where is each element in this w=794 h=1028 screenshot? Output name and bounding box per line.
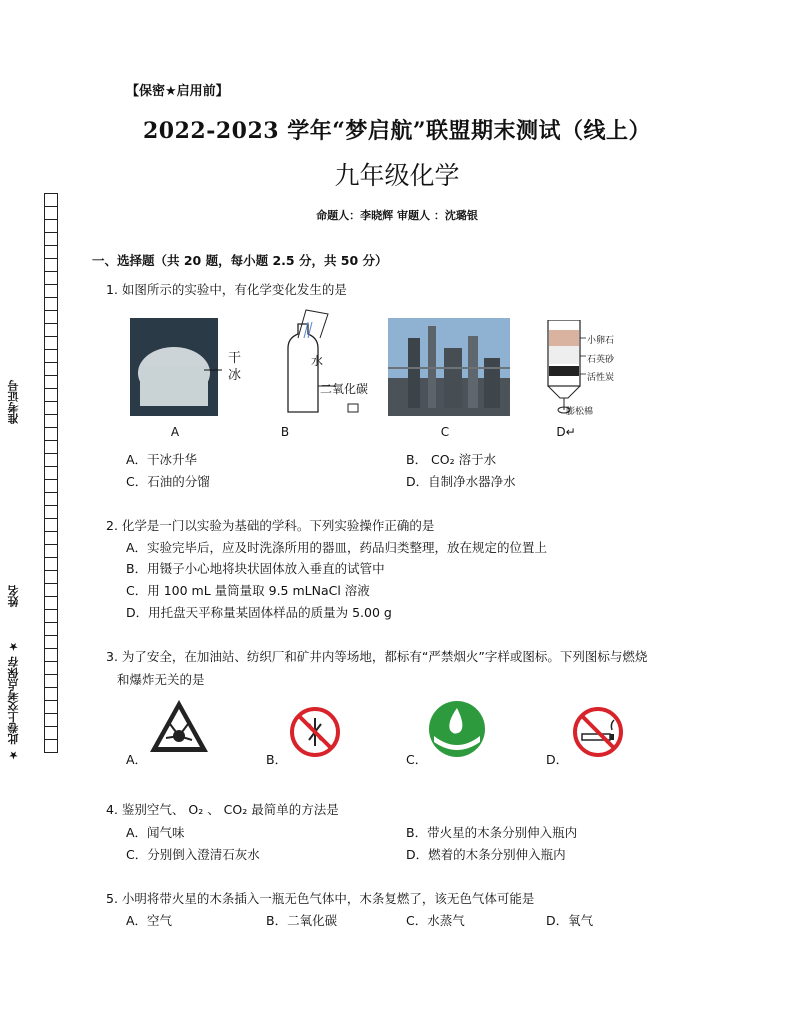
figure-refinery: [388, 318, 510, 416]
question-2-stem: 2. 化学是一门以实验为基础的学科。下列实验操作正确的是: [106, 518, 435, 533]
q5-option-c: C．水蒸气: [406, 913, 465, 928]
no-smoking-icon: [572, 706, 624, 762]
water-saving-icon: [428, 700, 486, 762]
binding-notice: ★ 此卷上交考点保存 ★: [7, 640, 20, 762]
question-5-stem: 5. 小明将带火星的木条插入一瓶无色气体中，木条复燃了，该无色气体可能是: [106, 891, 535, 906]
q3-option-b: B．: [266, 752, 288, 767]
figure-b-co2-label: 二氧化碳: [320, 382, 369, 396]
exam-number-boxes: [44, 193, 58, 752]
page-title: 2022-2023 学年“梦启航”联盟期末测试（线上）: [142, 118, 652, 144]
q4-option-c: C．分别倒入澄清石灰水: [126, 847, 260, 862]
question-3-stem-line2: 和爆炸无关的是: [117, 672, 205, 687]
authors-line: 命题人：李晓辉 审题人 ：沈璐银: [316, 209, 478, 222]
figure-b-water-label: 水: [311, 354, 324, 368]
q3-option-c: C．: [406, 752, 428, 767]
q1-option-a: A．干冰升华: [126, 452, 198, 467]
q1-option-c: C．石油的分馏: [126, 474, 210, 489]
q4-option-d: D．燃着的木条分别伸入瓶内: [406, 847, 566, 862]
figure-label-d: D↵: [556, 425, 576, 439]
secret-label: 【保密★启用前】: [126, 84, 229, 99]
section-heading: 一、选择题（共 20 题，每小题 2.5 分，共 50 分）: [92, 253, 388, 268]
question-1-stem: 1. 如图所示的实验中，有化学变化发生的是: [106, 282, 347, 297]
q1-option-b: B． CO₂ 溶于水: [406, 452, 497, 467]
no-fireworks-icon: [289, 706, 341, 762]
explosion-warning-icon: [148, 698, 210, 758]
figure-a-callout: 干 冰: [228, 351, 242, 383]
filter-label-pebbles: 小卵石: [587, 336, 615, 346]
filter-label-cotton: 膨松棉: [566, 407, 594, 417]
question-4-stem: 4. 鉴别空气、 O₂ 、 CO₂ 最简单的方法是: [106, 802, 339, 817]
q2-option-a: A．实验完毕后，应及时洗涤所用的器皿，药品归类整理，放在规定的位置上: [126, 540, 548, 555]
name-line: [57, 455, 58, 585]
q1-option-d: D．自制净水器净水: [406, 474, 516, 489]
q4-option-b: B．带火星的木条分别伸入瓶内: [406, 825, 578, 840]
q3-option-d: D．: [546, 752, 569, 767]
exam-number-label: 准考证号: [7, 380, 20, 424]
filter-label-sand: 石英砂: [587, 355, 615, 365]
figure-label-a: A: [170, 425, 180, 439]
question-3-stem-line1: 3. 为了安全，在加油站、纺织厂和矿井内等场地，都标有“严禁烟火”字样或图标。下列图标与燃烧: [106, 649, 648, 664]
name-label: 姓名: [7, 585, 20, 607]
figure-label-b: B: [280, 425, 290, 439]
q4-option-a: A．闻气味: [126, 825, 185, 840]
q3-option-a: A．: [126, 752, 148, 767]
q5-option-b: B．二氧化碳: [266, 913, 338, 928]
figure-label-c: C: [440, 425, 450, 439]
q2-option-c: C．用 100 mL 量筒量取 9.5 mLNaCl 溶液: [126, 583, 370, 598]
filter-label-carbon: 活性炭: [587, 373, 615, 383]
q2-option-d: D．用托盘天平称量某固体样品的质量为 5.00 g: [126, 605, 392, 620]
page-subtitle: 九年级化学: [334, 161, 460, 190]
q2-option-b: B．用镊子小心地将块状固体放入垂直的试管中: [126, 561, 385, 576]
q5-option-a: A．空气: [126, 913, 173, 928]
q5-option-d: D．氧气: [546, 913, 594, 928]
